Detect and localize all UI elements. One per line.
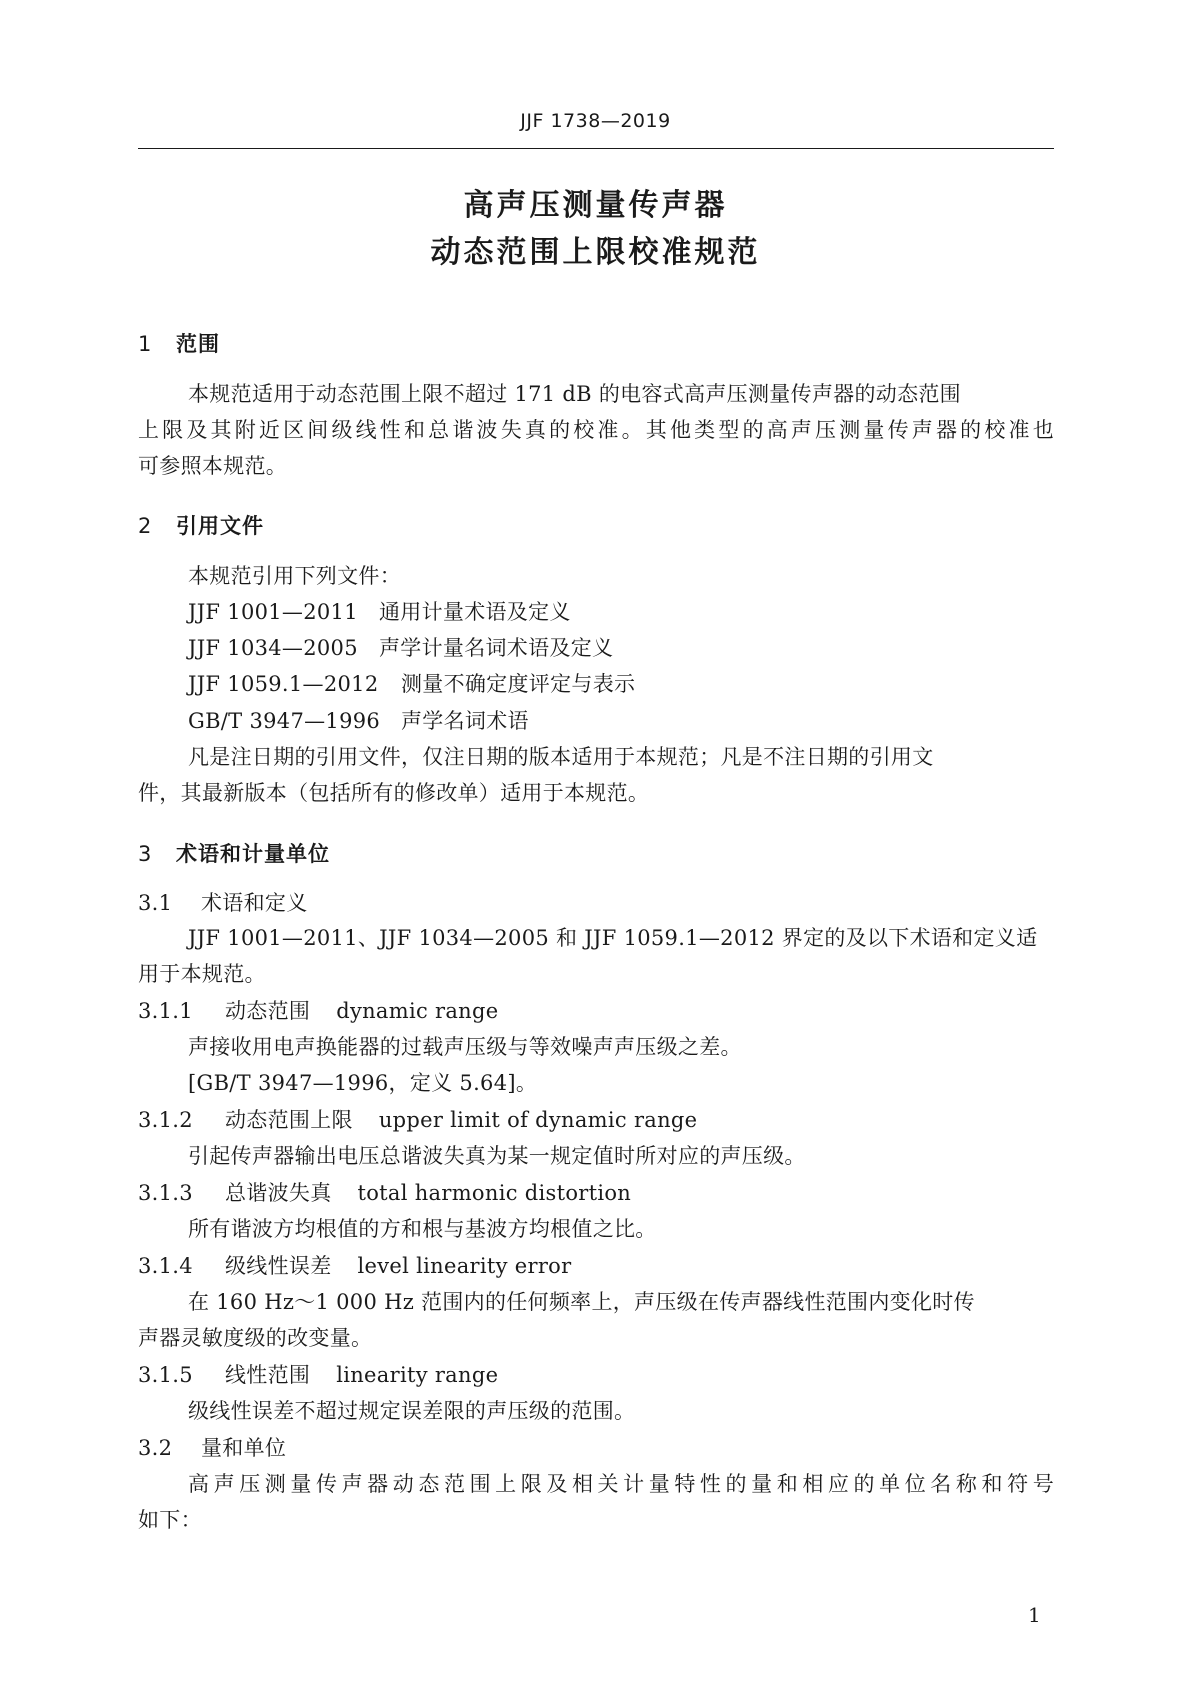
term-number: 3.1.1 (138, 999, 193, 1023)
reference-code: JJF 1059.1—2012 (188, 672, 379, 696)
reference-title: 通用计量术语及定义 (379, 600, 571, 624)
term-definition: 声器灵敏度级的改变量。 (138, 1326, 373, 1350)
term-definition: 声接收用电声换能器的过载声压级与等效噪声声压级之差。 (188, 1035, 742, 1059)
reference-item (188, 632, 613, 662)
references-intro: 本规范引用下列文件： (188, 564, 401, 588)
paragraph-line: 用于本规范。 (138, 962, 266, 986)
paragraph-line: 如下： (138, 1508, 202, 1532)
paragraph-line: 件，其最新版本（包括所有的修改单）适用于本规范。 (138, 781, 650, 805)
term-zh: 动态范围上限 (225, 1108, 353, 1132)
paragraph-line: 上限及其附近区间级线性和总谐波失真的校准。其他类型的高声压测量传声器的校准也 (138, 418, 1054, 442)
section-number: 1 (138, 332, 153, 356)
reference-code: GB/T 3947—1996 (188, 709, 381, 733)
page-number: 1 (1028, 1603, 1041, 1627)
subsection-title: 量和单位 (201, 1436, 287, 1460)
term-definition: 在 160 Hz～1 000 Hz 范围内的任何频率上，声压级在传声器线性范围内变化时传 (188, 1290, 975, 1314)
reference-item (188, 705, 529, 735)
term-number: 3.1.3 (138, 1181, 193, 1205)
section-number: 3 (138, 842, 153, 866)
subsection-3-2-heading (138, 1432, 286, 1462)
paragraph-line: 高声压测量传声器动态范围上限及相关计量特性的量和相应的单位名称和符号 (188, 1472, 1054, 1496)
section-number: 2 (138, 514, 153, 538)
title-line-1: 高声压测量传声器 (463, 188, 728, 223)
subsection-title: 术语和定义 (201, 891, 308, 915)
subsection-number: 3.2 (138, 1436, 173, 1460)
term-source: [GB/T 3947—1996，定义 5.64]。 (188, 1071, 538, 1095)
paragraph-line: 可参照本规范。 (138, 454, 288, 478)
term-number: 3.1.4 (138, 1254, 193, 1278)
term-definition: 引起传声器输出电压总谐波失真为某一规定值时所对应的声压级。 (188, 1144, 806, 1168)
paragraph-line: 凡是注日期的引用文件，仅注日期的版本适用于本规范；凡是不注日期的引用文 (188, 745, 934, 769)
term-heading (138, 1104, 697, 1134)
subsection-number: 3.1 (138, 891, 173, 915)
term-zh: 总谐波失真 (225, 1181, 332, 1205)
document-header: JJF 1738—2019 (520, 110, 671, 132)
term-heading (138, 1359, 498, 1389)
section-title: 术语和计量单位 (176, 842, 330, 866)
term-en: upper limit of dynamic range (378, 1108, 698, 1132)
subsection-3-1-heading (138, 887, 308, 917)
section-title: 范围 (176, 332, 220, 356)
reference-title: 测量不确定度评定与表示 (401, 672, 636, 696)
reference-code: JJF 1034—2005 (188, 636, 358, 660)
reference-title: 声学计量名词术语及定义 (379, 636, 614, 660)
term-en: linearity range (336, 1363, 499, 1387)
term-zh: 线性范围 (225, 1363, 311, 1387)
term-zh: 动态范围 (225, 999, 311, 1023)
section-2-heading (138, 510, 264, 540)
title-line-2: 动态范围上限校准规范 (430, 235, 761, 270)
reference-item (188, 596, 571, 626)
paragraph-line: JJF 1001—2011、JJF 1034—2005 和 JJF 1059.1—2012 界定的及以下术语和定义适 (188, 926, 1038, 950)
term-en: level linearity error (357, 1254, 572, 1278)
reference-item (188, 668, 635, 698)
section-title: 引用文件 (176, 514, 264, 538)
term-heading (138, 1177, 631, 1207)
reference-title: 声学名词术语 (401, 709, 529, 733)
term-number: 3.1.5 (138, 1363, 193, 1387)
header-rule (138, 148, 1054, 149)
reference-code: JJF 1001—2011 (188, 600, 358, 624)
term-heading (138, 1250, 571, 1280)
term-heading (138, 995, 498, 1025)
section-1-heading (138, 328, 220, 358)
term-number: 3.1.2 (138, 1108, 193, 1132)
term-zh: 级线性误差 (225, 1254, 332, 1278)
section-3-heading (138, 838, 330, 868)
term-definition: 所有谐波方均根值的方和根与基波方均根值之比。 (188, 1217, 657, 1241)
term-en: total harmonic distortion (357, 1181, 632, 1205)
term-en: dynamic range (336, 999, 499, 1023)
paragraph-line: 本规范适用于动态范围上限不超过 171 dB 的电容式高声压测量传声器的动态范围 (188, 382, 961, 406)
term-definition: 级线性误差不超过规定误差限的声压级的范围。 (188, 1399, 636, 1423)
